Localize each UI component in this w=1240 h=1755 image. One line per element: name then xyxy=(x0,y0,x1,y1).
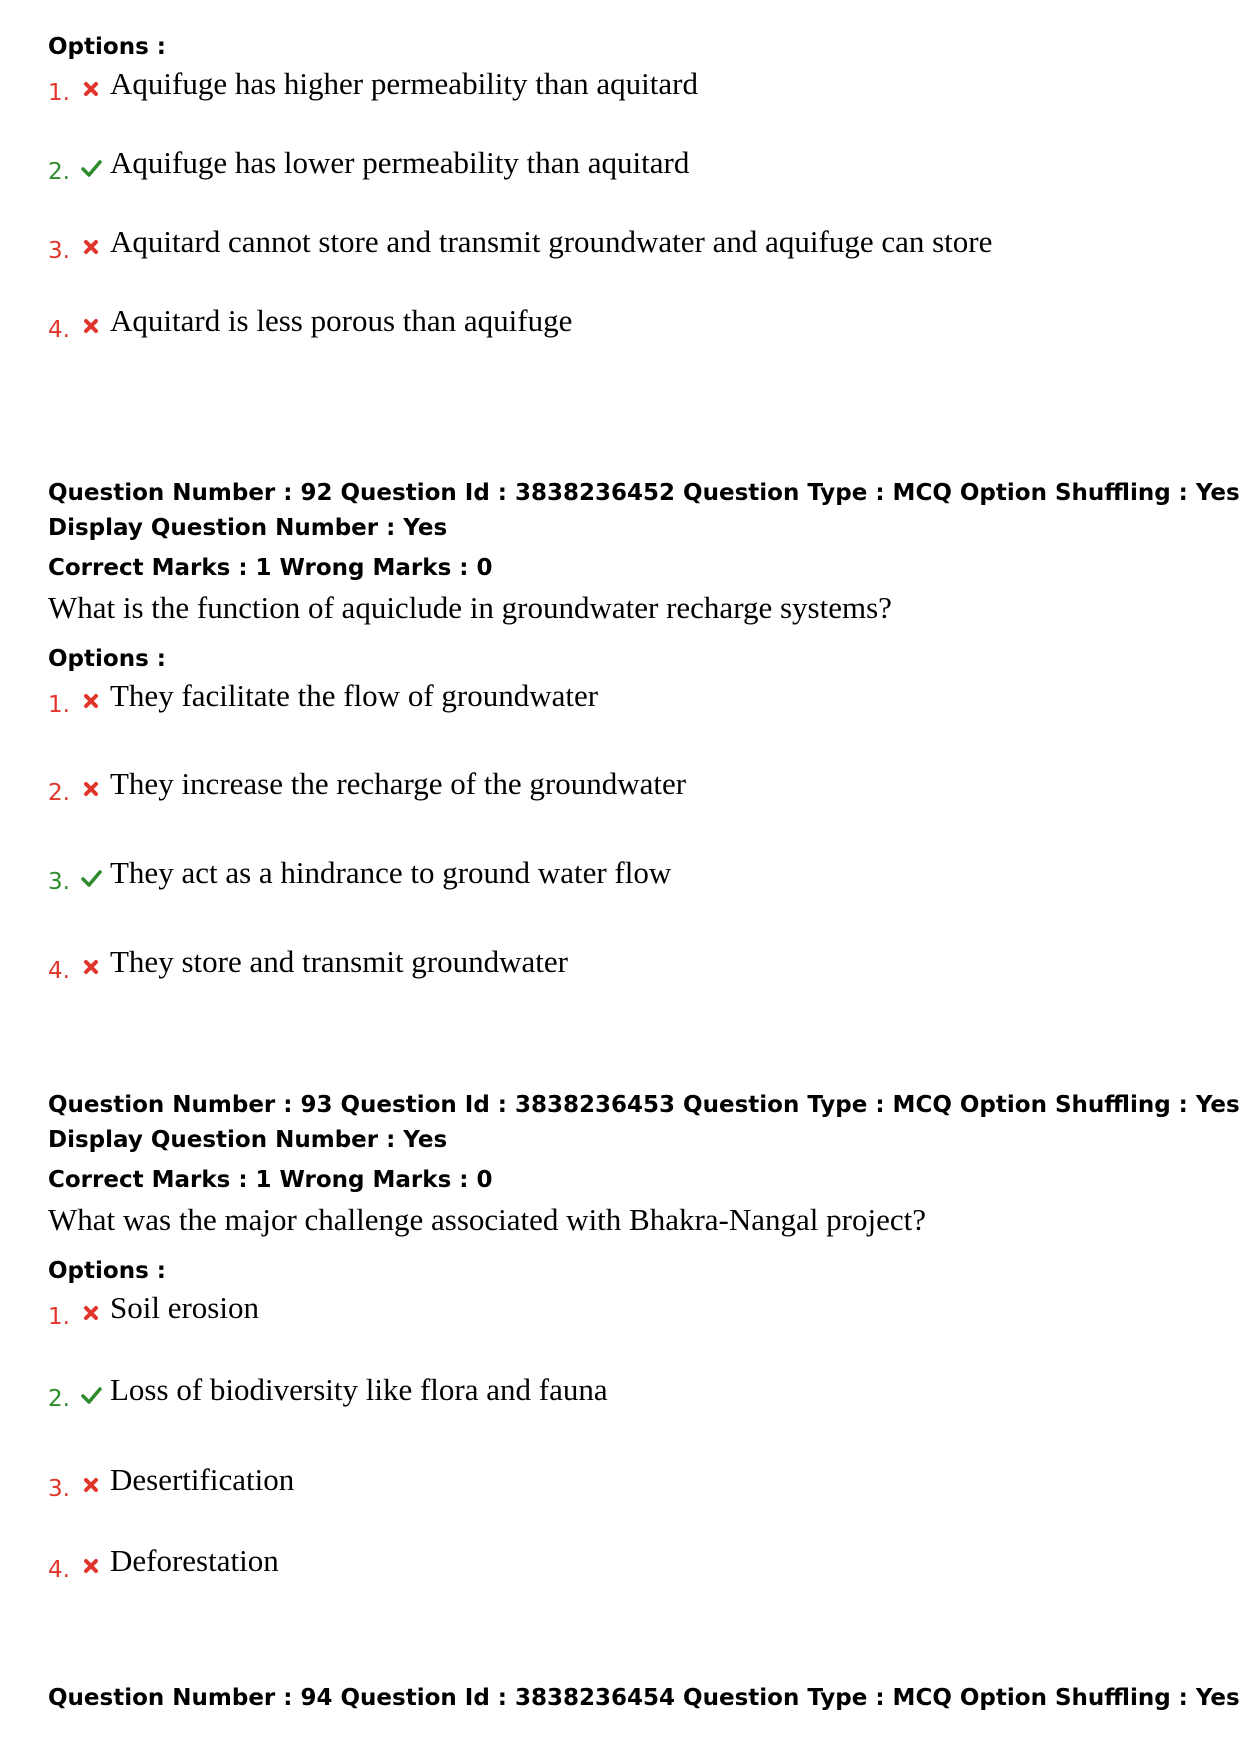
option-number: 3. xyxy=(48,869,70,895)
option-number: 4. xyxy=(48,958,70,984)
option-number: 1. xyxy=(48,80,70,106)
check-icon xyxy=(80,157,102,179)
question-text: What was the major challenge associated with Bhakra-Nangal project? xyxy=(48,1202,926,1237)
marks-line: Correct Marks : 1 Wrong Marks : 0 xyxy=(48,555,493,581)
cross-icon xyxy=(80,690,102,712)
option-text: Desertification xyxy=(110,1462,295,1497)
options-label: Options : xyxy=(48,34,166,60)
option-number: 3. xyxy=(48,1476,70,1502)
option-text: They facilitate the flow of groundwater xyxy=(110,678,599,713)
option-text: They increase the recharge of the groundwater xyxy=(110,766,687,801)
question-text: What is the function of aquiclude in groundwater recharge systems? xyxy=(48,590,892,625)
option-text: Aquitard cannot store and transmit groundwater and aquifuge can store xyxy=(110,224,993,259)
check-icon xyxy=(80,1384,102,1406)
cross-icon xyxy=(80,1555,102,1577)
option-number: 2. xyxy=(48,159,70,185)
option-text: They store and transmit groundwater xyxy=(110,944,568,979)
question-header: Question Number : 92 Question Id : 3838236452 Question Type : MCQ Option Shuffling : Yes xyxy=(48,480,1240,506)
option-number: 4. xyxy=(48,1557,70,1583)
option-number: 2. xyxy=(48,780,70,806)
cross-icon xyxy=(80,236,102,258)
cross-icon xyxy=(80,956,102,978)
cross-icon xyxy=(80,1474,102,1496)
options-label: Options : xyxy=(48,1258,166,1284)
option-text: Aquifuge has higher permeability than aquitard xyxy=(110,66,698,101)
option-number: 3. xyxy=(48,238,70,264)
question-header: Question Number : 94 Question Id : 3838236454 Question Type : MCQ Option Shuffling : Yes xyxy=(48,1685,1240,1711)
option-number: 1. xyxy=(48,692,70,718)
question-header: Question Number : 93 Question Id : 3838236453 Question Type : MCQ Option Shuffling : Yes xyxy=(48,1092,1240,1118)
cross-icon xyxy=(80,778,102,800)
option-number: 2. xyxy=(48,1386,70,1412)
check-icon xyxy=(80,867,102,889)
option-text: Deforestation xyxy=(110,1543,279,1578)
cross-icon xyxy=(80,78,102,100)
display-question-number: Display Question Number : Yes xyxy=(48,1127,448,1153)
option-text: Aquitard is less porous than aquifuge xyxy=(110,303,573,338)
marks-line: Correct Marks : 1 Wrong Marks : 0 xyxy=(48,1167,493,1193)
option-text: Soil erosion xyxy=(110,1290,259,1325)
option-text: Aquifuge has lower permeability than aquitard xyxy=(110,145,690,180)
display-question-number: Display Question Number : Yes xyxy=(48,515,448,541)
cross-icon xyxy=(80,315,102,337)
option-text: Loss of biodiversity like flora and fauna xyxy=(110,1372,608,1407)
option-number: 1. xyxy=(48,1304,70,1330)
option-text: They act as a hindrance to ground water flow xyxy=(110,855,672,890)
option-number: 4. xyxy=(48,317,70,343)
cross-icon xyxy=(80,1302,102,1324)
options-label: Options : xyxy=(48,646,166,672)
